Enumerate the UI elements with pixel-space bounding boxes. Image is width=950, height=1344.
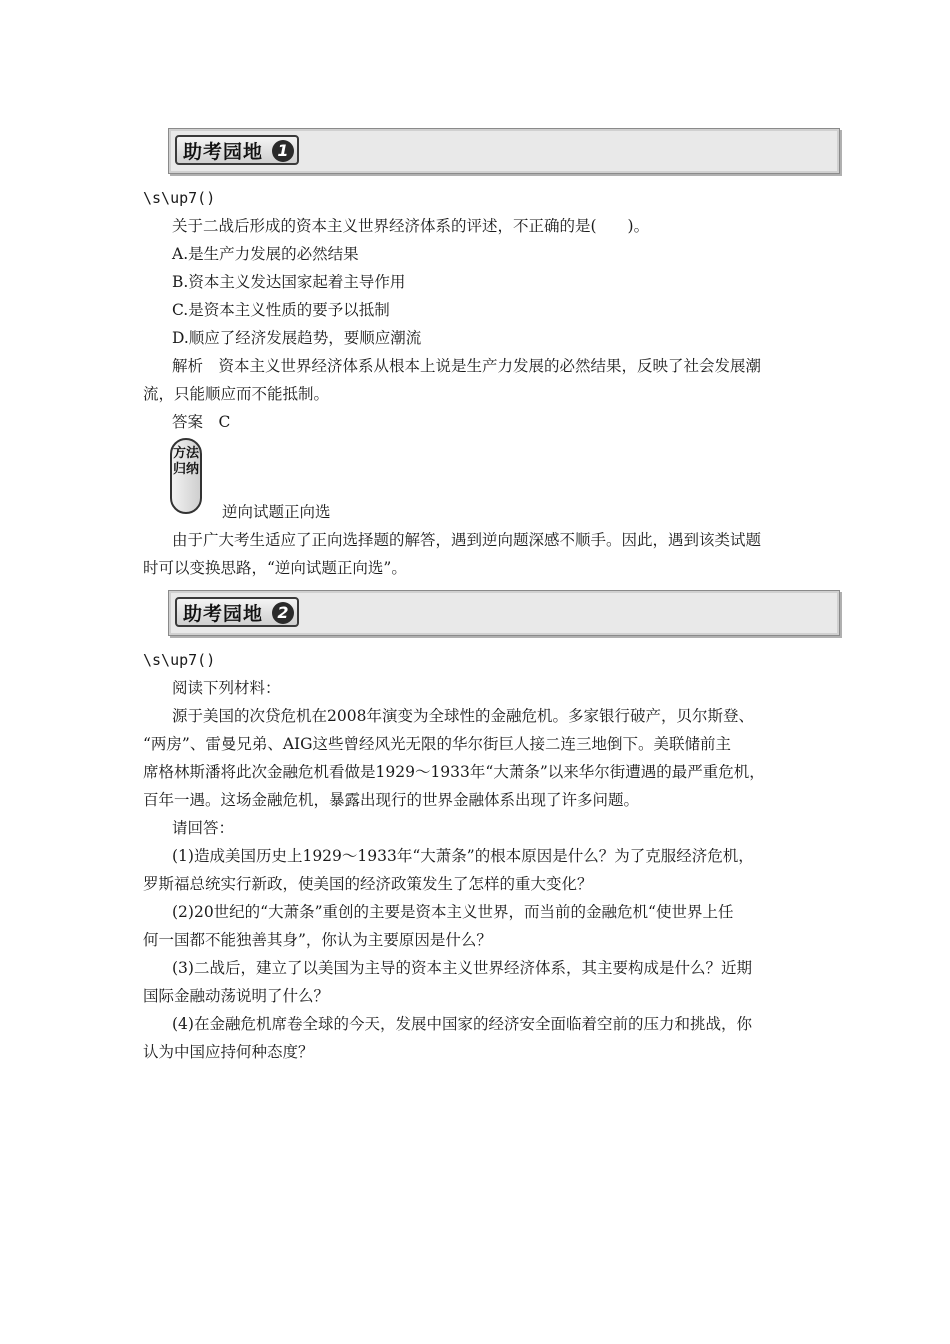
material-line-4: 百年一遇。这场金融危机，暴露出现行的世界金融体系出现了许多问题。	[143, 791, 640, 809]
answer-1: 答案 C	[172, 413, 231, 431]
material-line-3: 席格林斯潘将此次金融危机看做是1929～1933年“大萧条”以来华尔街遭遇的最严重危机，	[143, 763, 765, 781]
material-line-2: “两房”、雷曼兄弟、AIG这些曾经风光无限的华尔街巨人接二连三地倒下。美联储前主	[143, 735, 732, 753]
question-2-1-line-2: 罗斯福总统实行新政，使美国的经济政策发生了怎样的重大变化？	[143, 875, 593, 893]
method-line-1: 由于广大考生适应了正向选择题的解答，遇到逆向题深感不顺手。因此，遇到该类试题	[172, 531, 762, 549]
analysis-line-2: 流，只能顺应而不能抵制。	[143, 385, 330, 403]
material-line-1: 源于美国的次贷危机在2008年演变为全球性的金融危机。多家银行破产，贝尔斯登、	[172, 707, 754, 725]
section-banner-1	[168, 128, 840, 174]
section-banner-2	[168, 590, 840, 636]
intro-2: 阅读下列材料：	[172, 679, 281, 697]
option-a: A.是生产力发展的必然结果	[172, 245, 359, 263]
question-2-1-line-1: (1)造成美国历史上1929～1933年“大萧条”的根本原因是什么？为了克服经济危机，	[172, 847, 754, 865]
analysis-line-1: 解析 资本主义世界经济体系从根本上说是生产力发展的必然结果，反映了社会发展潮	[172, 357, 762, 375]
banner-tag-2	[175, 597, 299, 627]
banner-label-1: 助考园地	[183, 141, 264, 163]
question-1: 关于二战后形成的资本主义世界经济体系的评述，不正确的是( )。	[172, 217, 650, 235]
banner-number-1: 1	[272, 140, 294, 162]
method-line-2: 时可以变换思路，“逆向试题正向选”。	[143, 559, 407, 577]
question-2-2-line-1: (2)20世纪的“大萧条”重创的主要是资本主义世界，而当前的金融危机“使世界上任	[172, 903, 734, 921]
question-2-2-line-2: 何一国都不能独善其身”，你认为主要原因是什么？	[143, 931, 492, 949]
code-line-1: \s\up7()	[143, 189, 216, 207]
code-line-2: \s\up7()	[143, 651, 216, 669]
banner-tag-1	[175, 135, 299, 165]
option-b: B.资本主义发达国家起着主导作用	[172, 273, 406, 291]
prompt-2: 请回答：	[172, 819, 235, 837]
question-2-4-line-2: 认为中国应持何种态度？	[143, 1043, 314, 1061]
question-2-4-line-1: (4)在金融危机席卷全球的今天，发展中国家的经济安全面临着空前的压力和挑战，你	[172, 1015, 752, 1033]
question-2-3-line-1: (3)二战后，建立了以美国为主导的资本主义世界经济体系，其主要构成是什么？近期	[172, 959, 752, 977]
banner-number-2: 2	[272, 602, 294, 624]
method-badge-icon: 方法归纳	[170, 438, 202, 514]
option-d: D.顺应了经济发展趋势，要顺应潮流	[172, 329, 422, 347]
option-c: C.是资本主义性质的要予以抵制	[172, 301, 390, 319]
method-title: 逆向试题正向选	[222, 503, 331, 521]
banner-label-2: 助考园地	[183, 603, 264, 625]
question-2-3-line-2: 国际金融动荡说明了什么？	[143, 987, 330, 1005]
